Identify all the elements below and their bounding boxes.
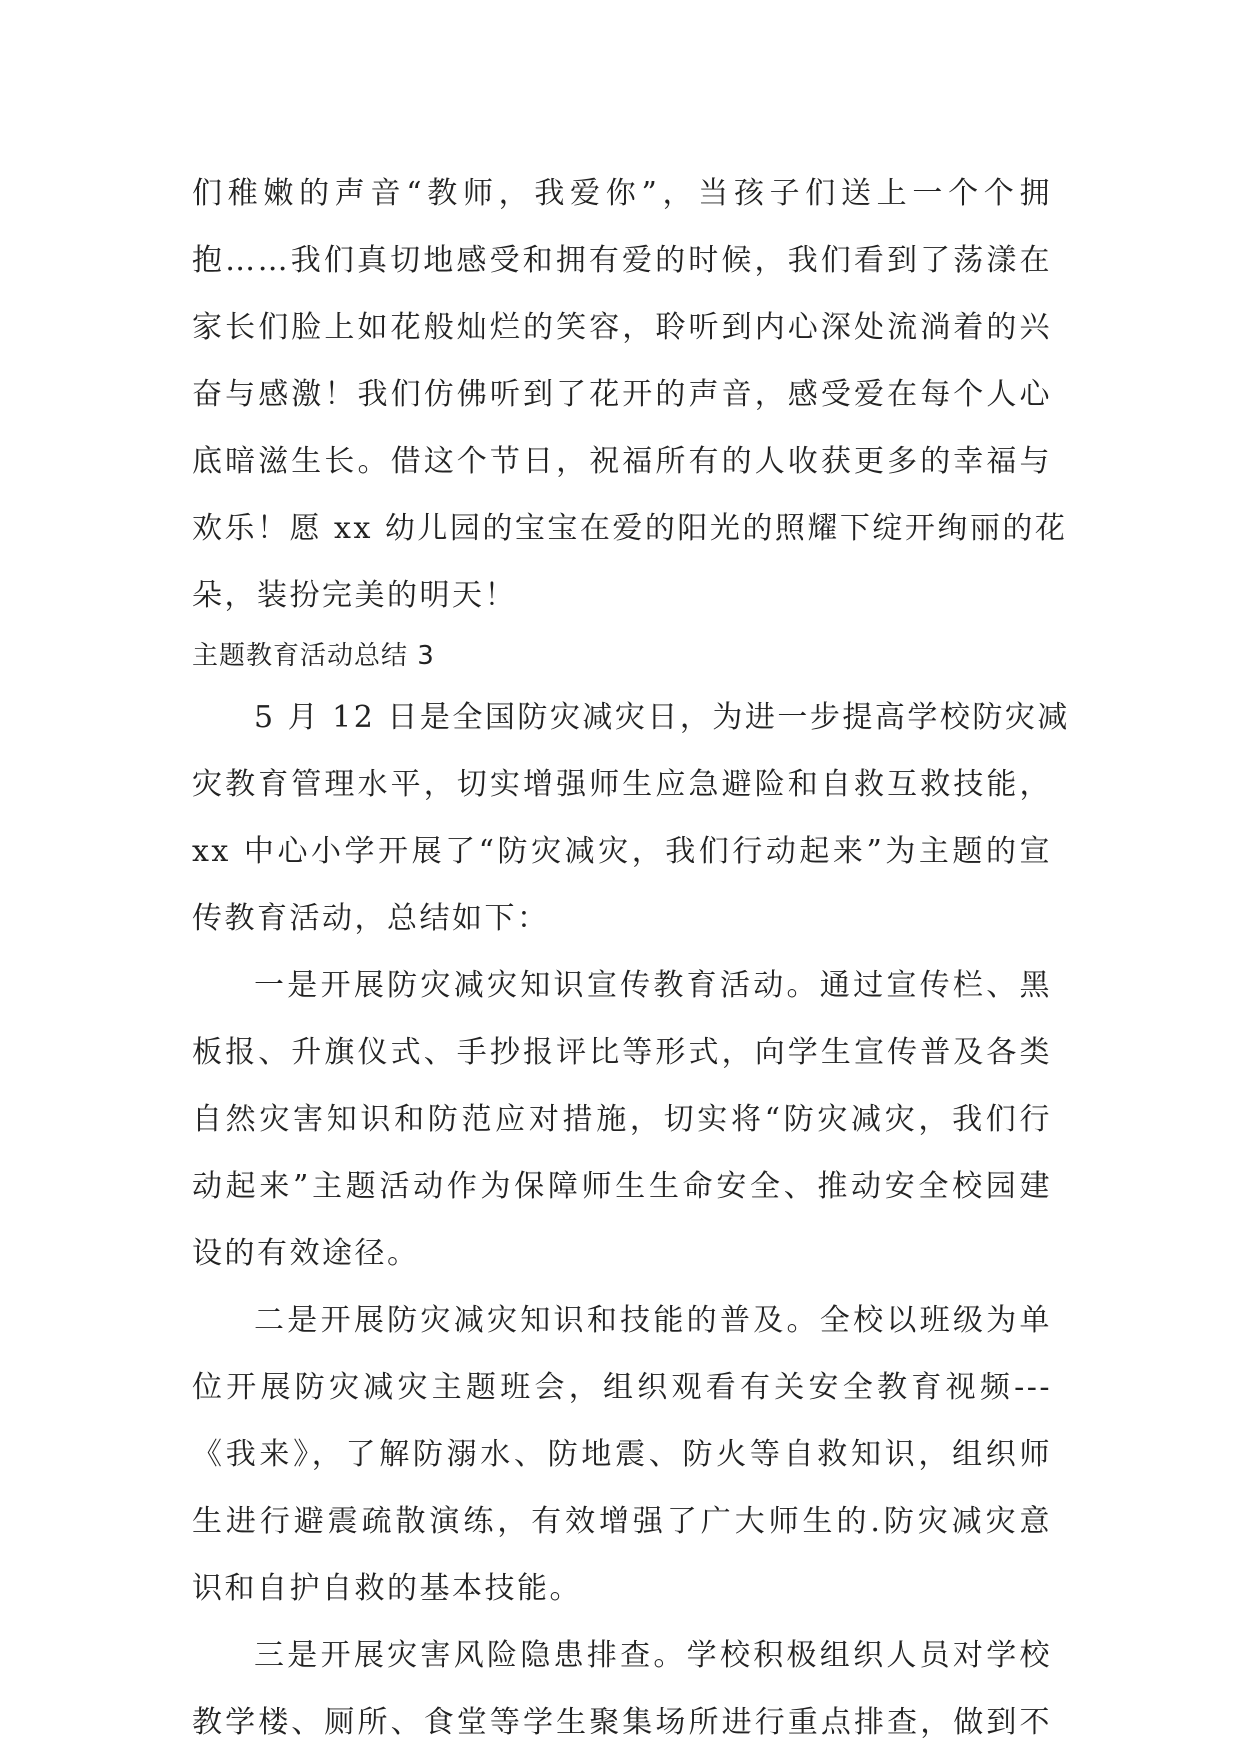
text-line: xx 中心小学开展了“防灾减灾，我们行动起来”为主题的宣	[192, 834, 1052, 869]
document-body	[192, 160, 1070, 1756]
text-line: 抱……我们真切地感受和拥有爱的时候，我们看到了荡漾在	[192, 243, 1052, 278]
paragraph-5	[192, 1622, 1052, 1756]
text-line: 5 月 12 日是全国防灾减灾日，为进一步提高学校防灾减	[254, 700, 1070, 735]
text-line: 识和自护自救的基本技能。	[192, 1571, 582, 1606]
paragraph-1	[192, 160, 1068, 629]
text-line: 传教育活动，总结如下：	[192, 901, 550, 936]
paragraph-3	[192, 952, 1052, 1287]
paragraph-4	[192, 1287, 1052, 1622]
section-heading: 主题教育活动总结 3	[192, 641, 435, 671]
paragraph-2	[192, 684, 1070, 952]
text-line: 一是开展防灾减灾知识宣传教育活动。通过宣传栏、黑	[254, 968, 1052, 1003]
text-line: 生进行避震疏散演练，有效增强了广大师生的.防灾减灾意	[192, 1504, 1052, 1539]
text-line: 板报、升旗仪式、手抄报评比等形式，向学生宣传普及各类	[192, 1035, 1052, 1070]
text-line: 自然灾害知识和防范应对措施，切实将“防灾减灾，我们行	[192, 1102, 1052, 1137]
text-line: 们稚嫩的声音“教师，我爱你”，当孩子们送上一个个拥	[192, 176, 1052, 211]
text-line: 奋与感激！我们仿佛听到了花开的声音，感受爱在每个人心	[192, 377, 1052, 412]
text-line: 底暗滋生长。借这个节日，祝福所有的人收获更多的幸福与	[192, 444, 1052, 479]
text-line: 三是开展灾害风险隐患排查。学校积极组织人员对学校	[254, 1638, 1052, 1673]
text-line: 灾教育管理水平，切实增强师生应急避险和自救互救技能，	[192, 767, 1052, 802]
text-line: 二是开展防灾减灾知识和技能的普及。全校以班级为单	[254, 1303, 1052, 1338]
text-line: 欢乐！愿 xx 幼儿园的宝宝在爱的阳光的照耀下绽开绚丽的花	[192, 511, 1068, 546]
text-line: 动起来”主题活动作为保障师生生命安全、推动安全校园建	[192, 1169, 1052, 1204]
text-line: 朵，装扮完美的明天！	[192, 578, 517, 613]
text-line: 教学楼、厕所、食堂等学生聚集场所进行重点排查，做到不	[192, 1705, 1052, 1740]
text-line: 家长们脸上如花般灿烂的笑容，聆听到内心深处流淌着的兴	[192, 310, 1052, 345]
text-line: 《我来》，了解防溺水、防地震、防火等自救知识，组织师	[192, 1437, 1052, 1472]
text-line: 位开展防灾减灾主题班会，组织观看有关安全教育视频---	[192, 1370, 1052, 1405]
text-line: 设的有效途径。	[192, 1236, 420, 1271]
